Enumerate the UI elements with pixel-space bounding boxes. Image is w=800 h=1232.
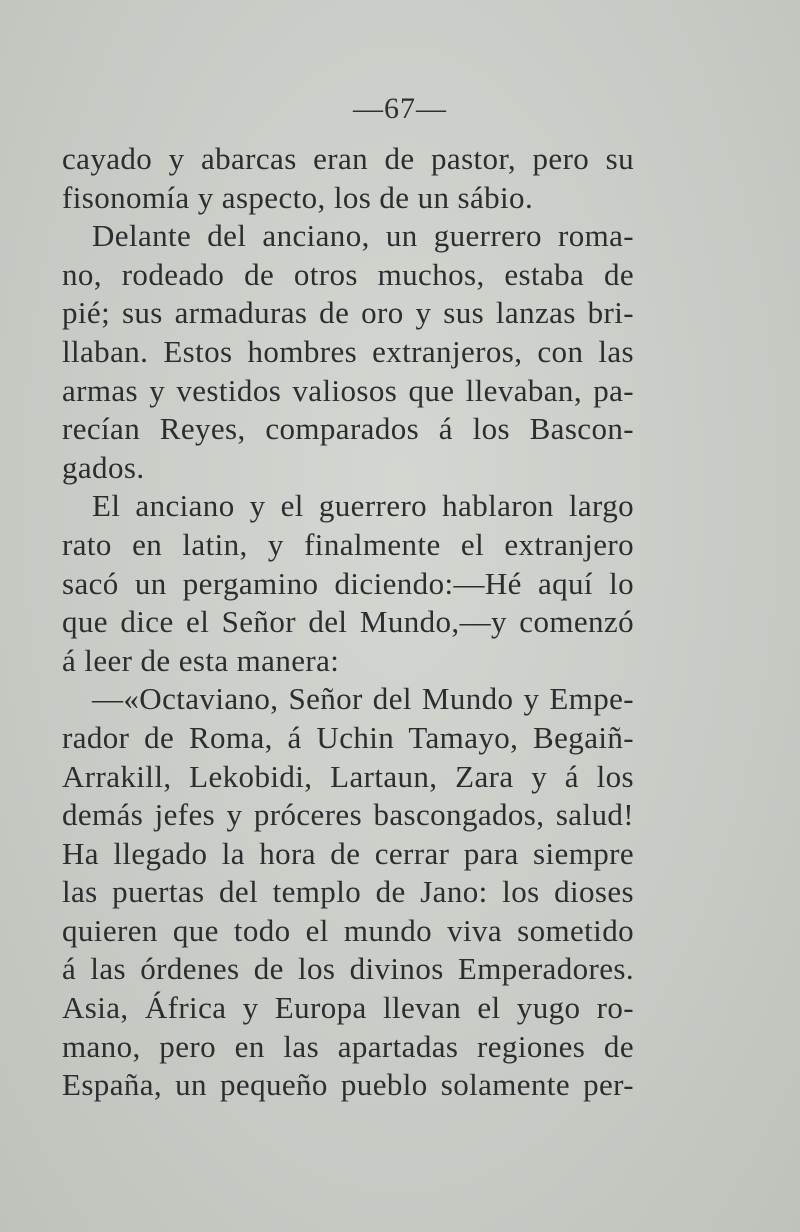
text-line: á las órdenes de los divinos Emperadores. <box>62 951 634 987</box>
text-line: El anciano y el guerrero hablaron largo <box>92 488 634 524</box>
text-line: rador de Roma, á Uchin Tamayo, Begaiñ- <box>62 719 634 755</box>
text-line: llaban. Estos hombres extranjeros, con las <box>62 333 634 369</box>
text-line: —«Octaviano, Señor del Mundo y Empe- <box>92 681 634 717</box>
text-line: armas y vestidos valiosos que llevaban, pa- <box>62 372 634 408</box>
text-line: rato en latin, y finalmente el extranjero <box>62 526 634 562</box>
text-line: quieren que todo el mundo viva sometido <box>62 912 634 948</box>
text-line: mano, pero en las apartadas regiones de <box>62 1028 634 1064</box>
page-number: —67— <box>353 92 447 125</box>
text-line: gados. <box>62 449 145 485</box>
text-line: no, rodeado de otros muchos, estaba de <box>62 256 634 292</box>
body-text <box>62 140 634 1105</box>
text-line: España, un pequeño pueblo solamente per- <box>62 1067 634 1103</box>
text-line: Ha llegado la hora de cerrar para siempre <box>62 835 634 871</box>
text-line: Arrakill, Lekobidi, Lartaun, Zara y á los <box>62 758 634 794</box>
text-line: Asia, África y Europa llevan el yugo ro- <box>62 990 634 1026</box>
text-line: demás jefes y próceres bascongados, salud! <box>62 797 634 833</box>
text-line: que dice el Señor del Mundo,—y comenzó <box>62 604 634 640</box>
text-line: Delante del anciano, un guerrero roma- <box>92 218 634 254</box>
text-line: cayado y abarcas eran de pastor, pero su <box>62 141 634 176</box>
text-line: las puertas del templo de Jano: los dioses <box>62 874 634 910</box>
text-line: á leer de esta manera: <box>62 642 340 678</box>
text-line: fisonomía y aspecto, los de un sábio. <box>62 179 534 215</box>
text-line: pié; sus armaduras de oro y sus lanzas bri- <box>62 295 634 331</box>
text-line: sacó un pergamino diciendo:—Hé aquí lo <box>62 565 634 601</box>
text-line: recían Reyes, comparados á los Bascon- <box>62 411 634 447</box>
